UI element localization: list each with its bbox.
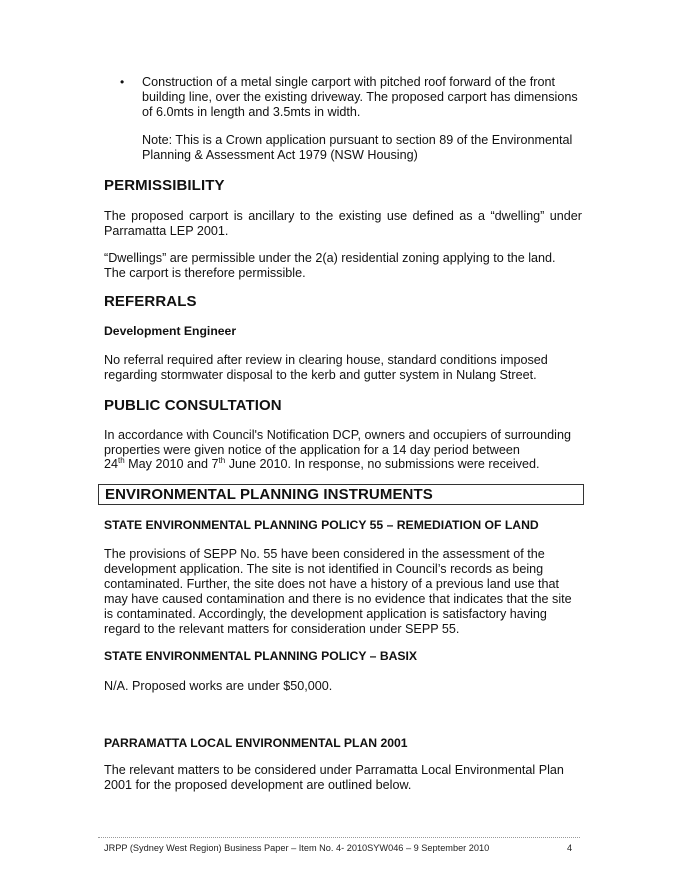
sepp55-heading: STATE ENVIRONMENTAL PLANNING POLICY 55 – REMEDIATION OF LAND bbox=[104, 518, 539, 532]
permissibility-para-1: The proposed carport is ancillary to the existing use defined as a “dwelling” under Parramatta LEP 2001. bbox=[104, 209, 582, 238]
crown-application-note: Note: This is a Crown application pursuant to section 89 of the Environmental Planning & Assessment Act 1979 (NSW Housing) bbox=[142, 133, 573, 162]
referrals-heading: REFERRALS bbox=[104, 293, 197, 310]
date1-day: 24 bbox=[104, 457, 119, 471]
date1-suffix: th bbox=[118, 455, 125, 465]
public-consultation-heading: PUBLIC CONSULTATION bbox=[104, 397, 282, 414]
permissibility-heading: PERMISSIBILITY bbox=[104, 177, 225, 194]
development-engineer-heading: Development Engineer bbox=[104, 324, 237, 338]
consultation-line-1: In accordance with Council's Notification DCP, owners and occupiers of surrounding bbox=[104, 428, 571, 442]
consultation-line-2: properties were given notice of the application for a 14 day period between bbox=[104, 443, 520, 457]
permissibility-para-2-line-1: “Dwellings” are permissible under the 2(a) residential zoning applying to the land. bbox=[104, 251, 556, 265]
footer-text: JRPP (Sydney West Region) Business Paper – Item No. 4- 2010SYW046 – 9 September 2010 bbox=[104, 843, 490, 853]
date1-rest: May 2010 and bbox=[124, 457, 212, 471]
lep-para: The relevant matters to be considered under Parramatta Local Environmental Plan 2001 for the proposed development are outlined below. bbox=[104, 763, 564, 792]
epi-heading-box bbox=[98, 484, 584, 505]
epi-heading: ENVIRONMENTAL PLANNING INSTRUMENTS bbox=[105, 486, 433, 503]
footer-rule bbox=[98, 837, 580, 838]
basix-heading: STATE ENVIRONMENTAL PLANNING POLICY – BASIX bbox=[104, 649, 418, 663]
consultation-line-3 bbox=[104, 457, 594, 472]
date2-day: 7 bbox=[211, 457, 219, 471]
carport-description: Construction of a metal single carport with pitched roof forward of the front building line, over the existing driveway. The proposed carport has dimensions of 6.0mts in length and 3.5mts in width. bbox=[142, 75, 578, 119]
bullet-marker: • bbox=[120, 75, 125, 89]
basix-para: N/A. Proposed works are under $50,000. bbox=[104, 679, 333, 693]
lep-heading: PARRAMATTA LOCAL ENVIRONMENTAL PLAN 2001 bbox=[104, 736, 408, 750]
referrals-para: No referral required after review in clearing house, standard conditions imposed regarding stormwater disposal to the kerb and gutter system in Nulang Street. bbox=[104, 353, 548, 382]
sepp55-para: The provisions of SEPP No. 55 have been considered in the assessment of the development application. The site is not identified in Council’s records as being contaminated. Further, the site does not have a history of a previous land use that may have caused contamination and there is no evidence that indicates that the site is contaminated. Accordingly, the development application is satisfactory having regard to the relevant matters for consideration under SEPP 55. bbox=[104, 547, 572, 636]
date2-rest: June 2010. In response, no submissions were received. bbox=[225, 457, 540, 471]
date2-suffix: th bbox=[218, 455, 226, 465]
page-number: 4 bbox=[567, 843, 573, 853]
permissibility-para-2-line-2: The carport is therefore permissible. bbox=[104, 266, 306, 280]
